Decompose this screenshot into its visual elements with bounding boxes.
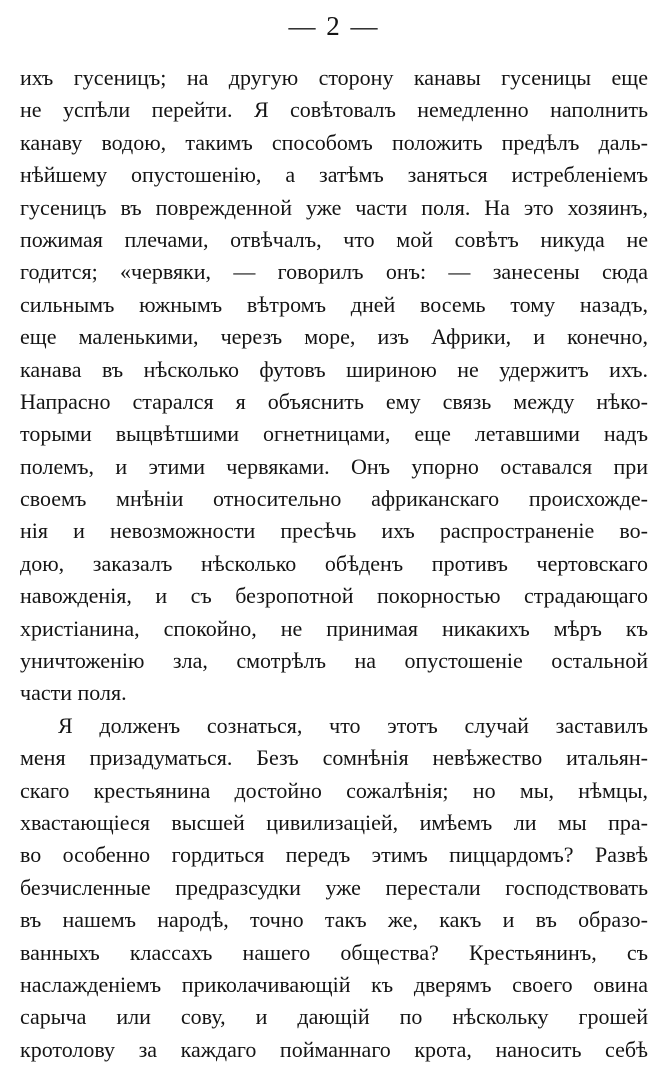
text-line: наслажденіемъ приколачивающій къ дверямъ своего овина bbox=[20, 971, 648, 997]
text-line: канаву водою, такимъ способомъ положить предѣлъ даль- bbox=[20, 129, 648, 155]
text-line: годится; «червяки, — говорилъ онъ: — занесены сюда bbox=[20, 259, 648, 285]
text-line: торыми выцвѣтшими огнетницами, еще летавшими надъ bbox=[20, 421, 648, 447]
page-body-text bbox=[20, 62, 648, 1066]
text-line: еще маленькими, черезъ море, изъ Африки, и конечно, bbox=[20, 324, 648, 350]
text-line: сильнымъ южнымъ вѣтромъ дней восемь тому назадъ, bbox=[20, 291, 648, 317]
text-line: дою, заказалъ нѣсколько обѣденъ противъ чертовскаго bbox=[20, 550, 648, 576]
text-line: христіанина, спокойно, не принимая никакихъ мѣръ къ bbox=[20, 615, 648, 641]
text-line: сарыча или сову, и дающій по нѣскольку грошей bbox=[20, 1004, 648, 1030]
text-line: навожденія, и съ безропотной покорностью страдающаго bbox=[20, 583, 648, 609]
text-line: пожимая плечами, отвѣчалъ, что мой совѣтъ никуда не bbox=[20, 226, 648, 252]
text-line: полемъ, и этими червяками. Онъ упорно оставался при bbox=[20, 453, 648, 479]
text-line: нѣйшему опустошенію, а затѣмъ заняться истребленіемъ bbox=[20, 162, 648, 188]
paragraph-first-line: Я долженъ сознаться, что этотъ случай заставилъ bbox=[58, 712, 648, 738]
text-line: хвастающіеся высшей цивилизаціей, имѣемъ ли мы пра- bbox=[20, 809, 648, 835]
text-line: ванныхъ классахъ нашего общества? Крестьянинъ, съ bbox=[20, 939, 648, 965]
text-line: гусеницъ въ поврежденной уже части поля. На это хозяинъ, bbox=[20, 194, 648, 220]
page-number: — 2 — bbox=[288, 11, 380, 41]
text-line: ихъ гусеницъ; на другую сторону канавы гусеницы еще bbox=[20, 65, 648, 90]
paragraph-end-line: части поля. bbox=[20, 680, 127, 706]
text-line: канава въ нѣсколько футовъ шириною не удержитъ ихъ. bbox=[20, 356, 648, 382]
text-line: кротолову за каждаго пойманнаго крота, наносить себѣ bbox=[20, 1036, 648, 1062]
text-line: скаго крестьянина достойно сожалѣнія; но мы, нѣмцы, bbox=[20, 777, 648, 803]
text-line: своемъ мнѣніи относительно африканскаго происхожде- bbox=[20, 486, 648, 512]
text-line: во особенно гордиться передъ этимъ пиццардомъ? Развѣ bbox=[20, 842, 648, 868]
text-line: уничтоженію зла, смотрѣлъ на опустошеніе остальной bbox=[20, 648, 648, 674]
text-line: нія и невозможности пресѣчь ихъ распространеніе во- bbox=[20, 518, 648, 544]
text-line: меня призадуматься. Безъ сомнѣнія невѣжество итальян- bbox=[20, 745, 648, 771]
text-line: Напрасно старался я объяснить ему связь между нѣко- bbox=[20, 388, 648, 414]
text-line: не успѣли перейти. Я совѣтовалъ немедленно наполнить bbox=[20, 97, 648, 123]
text-line: безчисленные предразсудки уже перестали господствовать bbox=[20, 874, 648, 900]
text-line: въ нашемъ народѣ, точно такъ же, какъ и въ образо- bbox=[20, 907, 648, 933]
